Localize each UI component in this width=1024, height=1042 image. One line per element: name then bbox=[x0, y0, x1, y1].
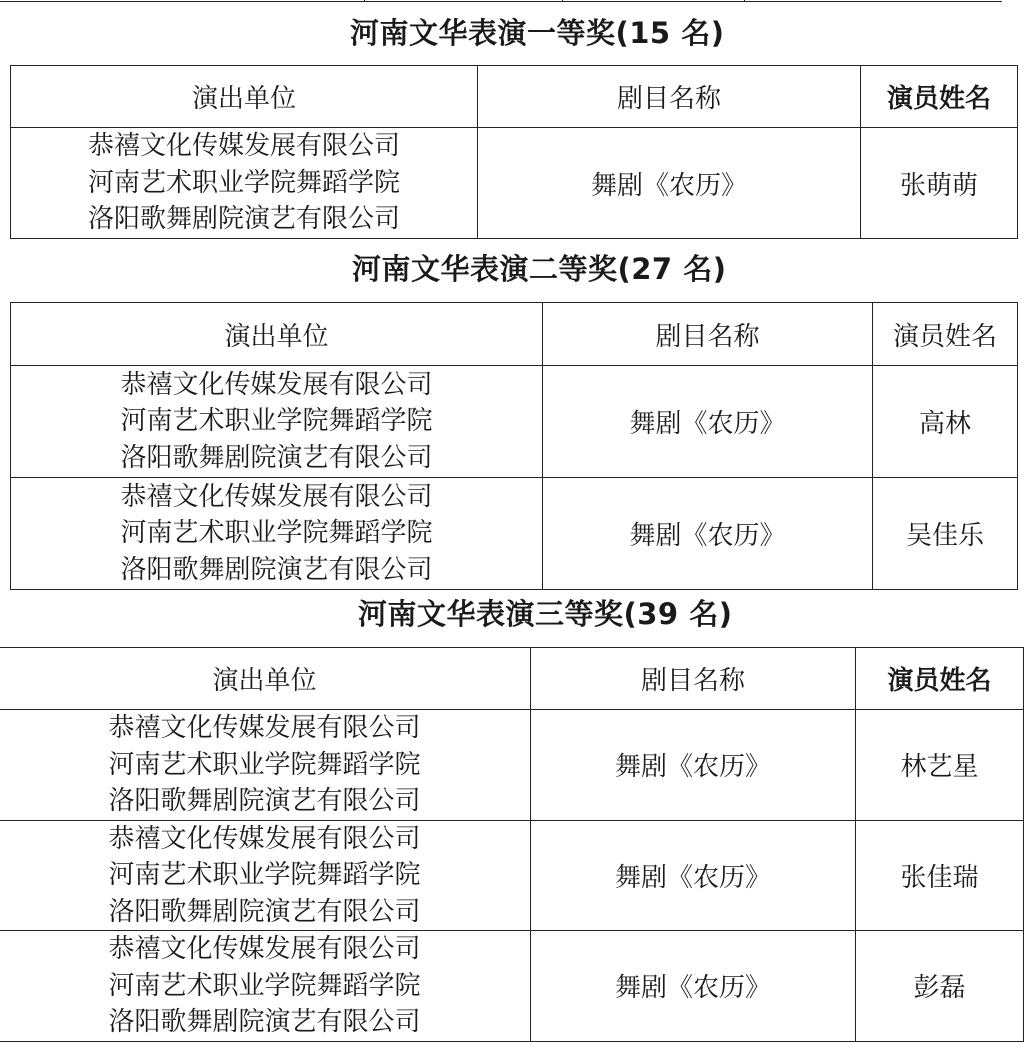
table-row bbox=[11, 478, 1018, 590]
table-row bbox=[0, 820, 1024, 931]
performing-unit: 洛阳歌舞剧院演艺有限公司 bbox=[108, 1007, 421, 1037]
table-row bbox=[0, 931, 1024, 1042]
table-row bbox=[0, 710, 1024, 821]
performing-unit: 河南艺术职业学院舞蹈学院 bbox=[108, 860, 421, 890]
performing-unit: 洛阳歌舞剧院演艺有限公司 bbox=[120, 554, 433, 585]
previous-table-divider bbox=[562, 0, 563, 1]
performing-unit: 恭禧文化传媒发展有限公司 bbox=[120, 369, 433, 400]
second-prize-table bbox=[10, 302, 1018, 590]
header-play-name: 剧目名称 bbox=[543, 303, 873, 366]
performing-units-cell bbox=[11, 478, 543, 590]
performing-unit: 恭禧文化传媒发展有限公司 bbox=[108, 934, 421, 964]
table-header-row bbox=[11, 303, 1018, 366]
header-actor-name: 演员姓名 bbox=[861, 66, 1018, 128]
table-row bbox=[11, 366, 1018, 478]
play-name-cell: 舞剧《农历》 bbox=[543, 366, 873, 478]
previous-table-divider bbox=[744, 0, 745, 1]
play-name-cell: 舞剧《农历》 bbox=[543, 478, 873, 590]
third-prize-table bbox=[0, 647, 1024, 1042]
performing-unit: 洛阳歌舞剧院演艺有限公司 bbox=[108, 786, 421, 816]
table-header-row bbox=[0, 648, 1024, 710]
play-name-cell: 舞剧《农历》 bbox=[478, 128, 861, 239]
actor-name-cell: 吴佳乐 bbox=[873, 478, 1018, 590]
play-name-cell: 舞剧《农历》 bbox=[531, 820, 856, 931]
table-row bbox=[11, 128, 1018, 239]
performing-unit: 河南艺术职业学院舞蹈学院 bbox=[120, 518, 433, 549]
performing-unit: 河南艺术职业学院舞蹈学院 bbox=[108, 749, 421, 780]
second-prize-title: 河南文华表演二等奖(27 名) bbox=[352, 252, 727, 286]
performing-unit: 恭禧文化传媒发展有限公司 bbox=[87, 131, 400, 162]
performing-units-cell bbox=[11, 366, 543, 478]
previous-table-bottom-edge bbox=[0, 0, 1002, 2]
performing-units-cell bbox=[11, 128, 478, 239]
header-performing-unit: 演出单位 bbox=[11, 66, 478, 128]
performing-unit: 河南艺术职业学院舞蹈学院 bbox=[87, 167, 400, 198]
performing-unit: 河南艺术职业学院舞蹈学院 bbox=[120, 406, 433, 437]
header-play-name: 剧目名称 bbox=[478, 66, 861, 128]
performing-unit: 洛阳歌舞剧院演艺有限公司 bbox=[87, 204, 400, 235]
actor-name-cell: 高林 bbox=[873, 366, 1018, 478]
performing-unit: 恭禧文化传媒发展有限公司 bbox=[108, 823, 421, 854]
first-prize-title: 河南文华表演一等奖(15 名) bbox=[350, 16, 725, 50]
performing-unit: 洛阳歌舞剧院演艺有限公司 bbox=[120, 442, 433, 473]
performing-unit: 恭禧文化传媒发展有限公司 bbox=[108, 713, 421, 743]
first-prize-table bbox=[10, 65, 1018, 239]
actor-name-cell: 张佳瑞 bbox=[856, 820, 1024, 931]
play-name-cell: 舞剧《农历》 bbox=[531, 931, 856, 1042]
performing-unit: 河南艺术职业学院舞蹈学院 bbox=[108, 970, 421, 1001]
play-name-cell: 舞剧《农历》 bbox=[531, 710, 856, 821]
actor-name-cell: 张萌萌 bbox=[861, 128, 1018, 239]
previous-table-divider bbox=[364, 0, 365, 1]
header-performing-unit: 演出单位 bbox=[11, 303, 543, 366]
header-actor-name: 演员姓名 bbox=[873, 303, 1018, 366]
performing-unit: 洛阳歌舞剧院演艺有限公司 bbox=[108, 896, 421, 927]
performing-units-cell bbox=[0, 820, 531, 931]
third-prize-title: 河南文华表演三等奖(39 名) bbox=[358, 597, 733, 631]
header-performing-unit: 演出单位 bbox=[0, 648, 531, 710]
table-header-row bbox=[11, 66, 1018, 128]
actor-name-cell: 彭磊 bbox=[856, 931, 1024, 1042]
performing-units-cell bbox=[0, 710, 531, 821]
actor-name-cell: 林艺星 bbox=[856, 710, 1024, 821]
header-play-name: 剧目名称 bbox=[531, 648, 856, 710]
performing-unit: 恭禧文化传媒发展有限公司 bbox=[120, 481, 433, 512]
performing-units-cell bbox=[0, 931, 531, 1042]
header-actor-name: 演员姓名 bbox=[856, 648, 1024, 710]
